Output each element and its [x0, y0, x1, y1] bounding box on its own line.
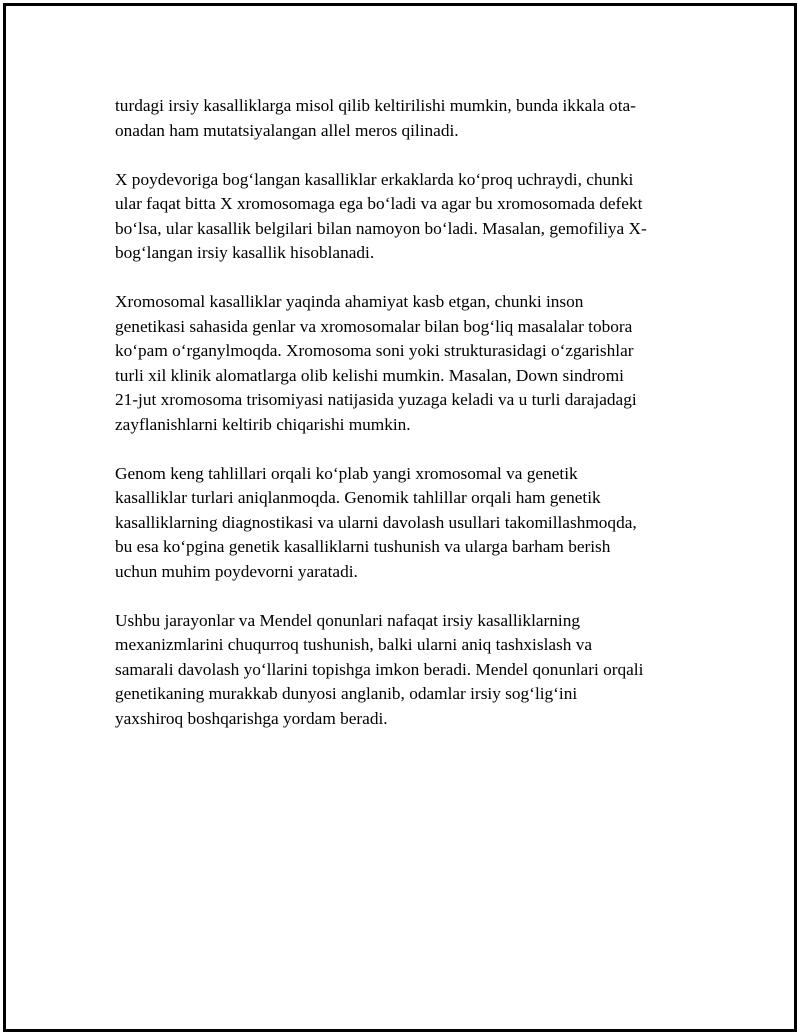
text-line: genetikaning murakkab dunyosi anglanib, odamlar irsiy sog‘lig‘ini — [115, 684, 578, 703]
paragraph-autosomal-recessive — [115, 94, 690, 143]
text-line: bo‘lsa, ular kasallik belgilari bilan namoyon bo‘ladi. Masalan, gemofiliya X- — [115, 218, 647, 238]
paragraph-chromosomal — [115, 290, 690, 437]
text-line: onadan ham mutatsiyalangan allel meros qilinadi. — [115, 120, 459, 140]
text-line: turli xil klinik alomatlarga olib kelishi mumkin. Masalan, Down sindromi — [115, 365, 624, 385]
paragraph-genome-analysis — [115, 462, 690, 585]
text-line: mexanizmlarini chuqurroq tushunish, balki ularni aniq tashxislash va — [115, 635, 593, 654]
text-line: Ushbu jarayonlar va Mendel qonunlari nafaqat irsiy kasalliklarning — [115, 610, 581, 630]
text-line: ular faqat bitta X xromosomaga ega bo‘ladi va agar bu xromosomada defekt — [115, 194, 643, 213]
text-line: samarali davolash yo‘llarini topishga imkon beradi. Mendel qonunlari orqali — [115, 659, 644, 679]
text-line: bu esa ko‘pgina genetik kasalliklarni tushunish va ularga barham berish — [115, 537, 611, 556]
text-line: zayflanishlarni keltirib chiqarishi mumkin. — [115, 414, 411, 434]
text-line: yaxshiroq boshqarishga yordam beradi. — [115, 708, 388, 728]
text-line: turdagi irsiy kasalliklarga misol qilib keltirilishi mumkin, bunda ikkala ota- — [115, 96, 636, 115]
paragraph-mendel-conclusion — [115, 609, 690, 732]
text-line: genetikasi sahasida genlar va xromosomalar bilan bog‘liq masalalar tobora — [115, 316, 633, 336]
text-line: X poydevoriga bog‘langan kasalliklar erkaklarda ko‘proq uchraydi, chunki — [115, 169, 634, 189]
document-body — [115, 94, 690, 756]
text-line: kasalliklarning diagnostikasi va ularni davolash usullari takomillashmoqda, — [115, 512, 637, 532]
text-line: uchun muhim poydevorni yaratadi. — [115, 561, 358, 581]
text-line: kasalliklar turlari aniqlanmoqda. Genomik tahlillar orqali ham genetik — [115, 488, 601, 507]
paragraph-x-linked — [115, 168, 690, 266]
text-line: bog‘langan irsiy kasallik hisoblanadi. — [115, 243, 375, 262]
text-line: 21-jut xromosoma trisomiyasi natijasida yuzaga keladi va u turli darajadagi — [115, 390, 637, 409]
text-line: Genom keng tahlillari orqali ko‘plab yangi xromosomal va genetik — [115, 463, 578, 483]
text-line: Xromosomal kasalliklar yaqinda ahamiyat kasb etgan, chunki inson — [115, 292, 584, 311]
text-line: ko‘pam o‘rganylmoqda. Xromosoma soni yoki strukturasidagi o‘zgarishlar — [115, 341, 634, 360]
